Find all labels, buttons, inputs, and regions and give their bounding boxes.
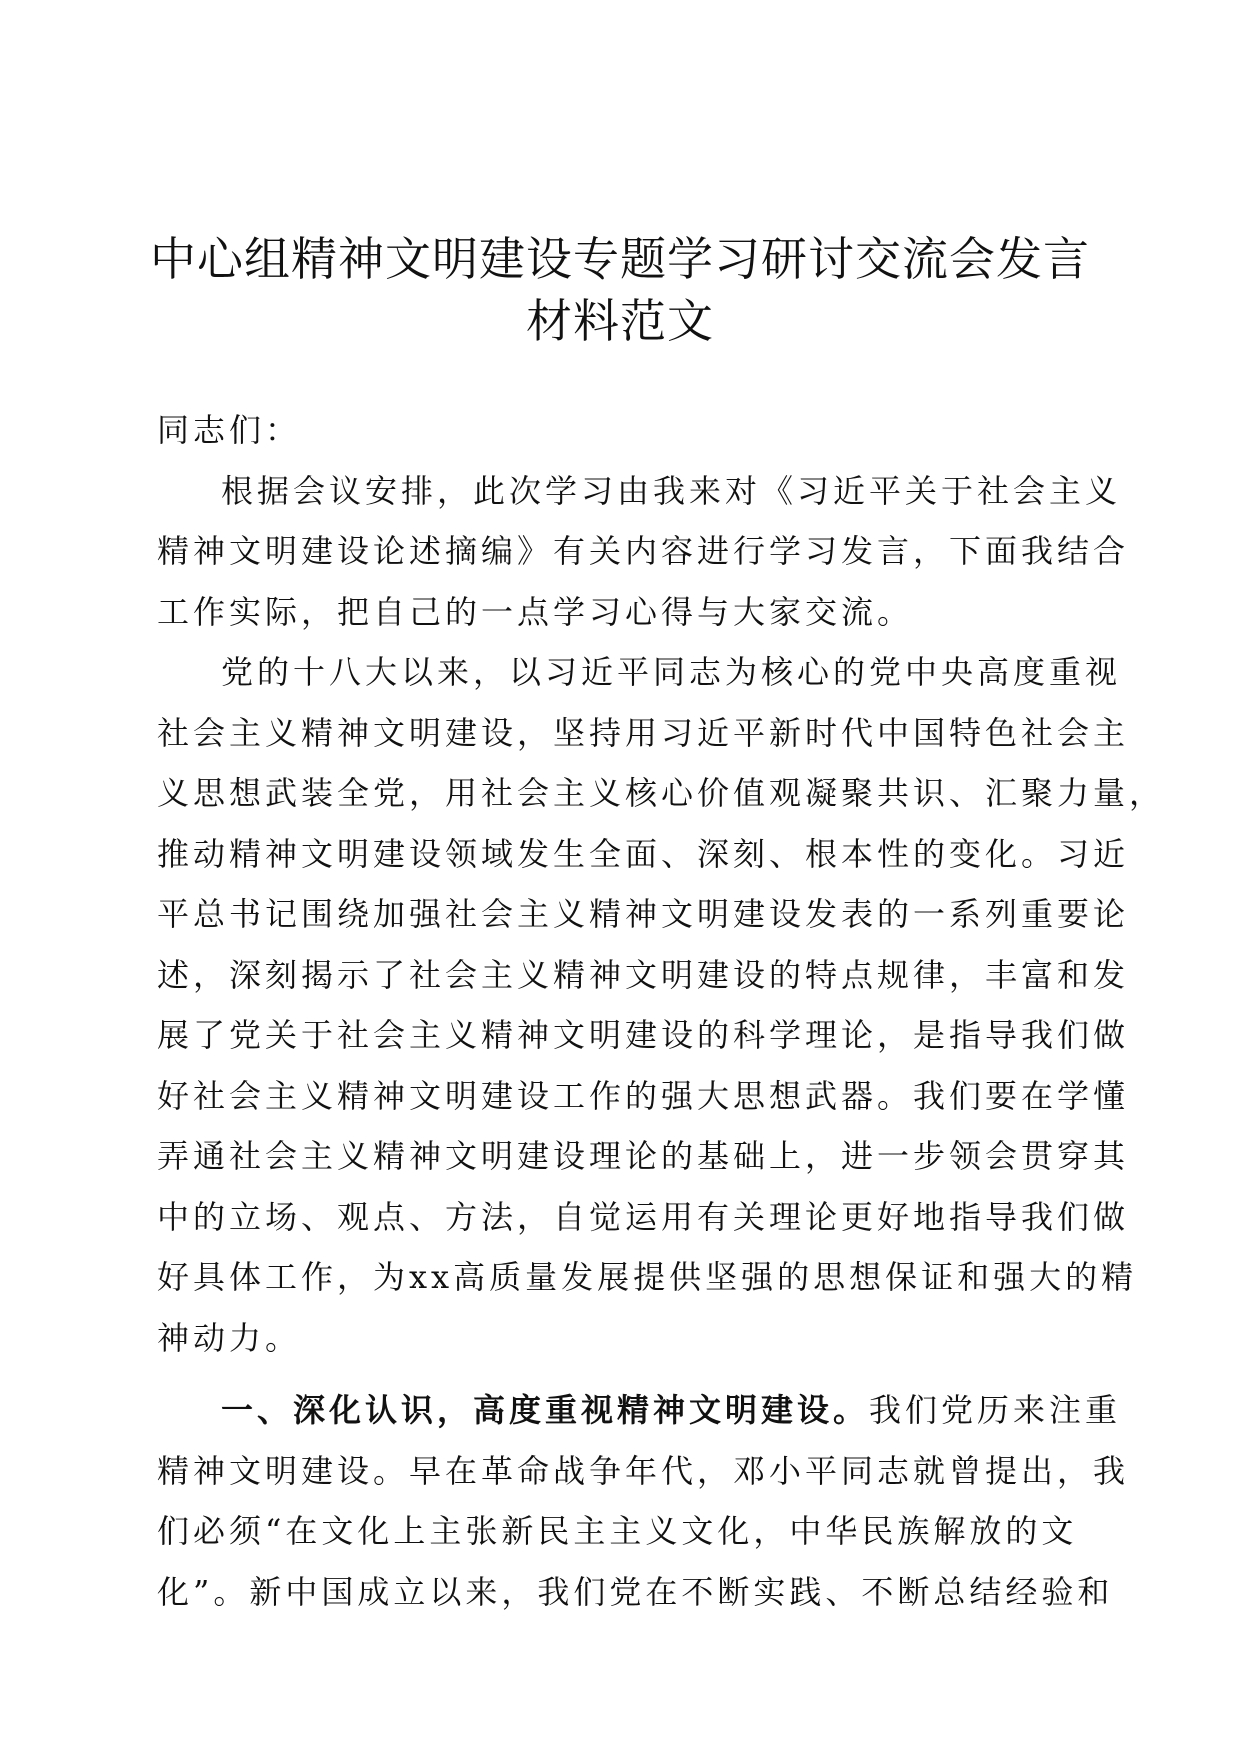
paragraph-line: 党的十八大以来，以习近平同志为核心的党中央高度重视 <box>221 653 1122 691</box>
paragraph-line: 化”。新中国成立以来，我们党在不断实践、不断总结经验和 <box>157 1572 1114 1611</box>
document-title <box>130 228 1110 352</box>
paragraph-line: 述，深刻揭示了社会主义精神文明建设的特点规律，丰富和发 <box>157 955 1130 994</box>
paragraph-background <box>157 642 1166 1368</box>
paragraph-line: 根据会议安排，此次学习由我来对《习近平关于社会主义 <box>221 471 1122 510</box>
paragraph-line: 社会主义精神文明建设，坚持用习近平新时代中国特色社会主 <box>157 713 1130 752</box>
greeting: 同志们： <box>157 411 302 449</box>
paragraph-line: 好社会主义精神文明建设工作的强大思想武器。我们要在学懂 <box>157 1076 1130 1115</box>
paragraph-line: 弄通社会主义精神文明建设理论的基础上，进一步领会贯穿其 <box>157 1137 1130 1175</box>
paragraph-line: 推动精神文明建设领域发生全面、深刻、根本性的变化。习近 <box>157 834 1130 873</box>
paragraph-intro <box>157 461 1130 643</box>
document-body <box>157 400 1166 1622</box>
paragraph-section-one <box>157 1380 1130 1622</box>
paragraph-line <box>157 1380 1122 1441</box>
paragraph-line: 平总书记围绕加强社会主义精神文明建设发表的一系列重要论 <box>157 895 1130 933</box>
paragraph-line: 展了党关于社会主义精神文明建设的科学理论，是指导我们做 <box>157 1016 1130 1054</box>
paragraph-line: 精神文明建设。早在革命战争年代，邓小平同志就曾提出，我 <box>157 1451 1130 1490</box>
paragraph-line: 义思想武装全党，用社会主义核心价值观凝聚共识、汇聚力量， <box>157 774 1166 812</box>
section-heading-rest: 我们党历来注重 <box>869 1391 1122 1429</box>
paragraph-line: 好具体工作，为xx高质量发展提供坚强的思想保证和强大的精 <box>157 1258 1138 1296</box>
paragraph-line: 工作实际，把自己的一点学习心得与大家交流。 <box>157 592 914 631</box>
section-heading: 一、深化认识，高度重视精神文明建设。 <box>221 1391 870 1429</box>
title-line-1: 中心组精神文明建设专题学习研讨交流会发言 <box>150 232 1090 286</box>
paragraph-line: 精神文明建设论述摘编》有关内容进行学习发言，下面我结合 <box>157 532 1130 570</box>
paragraph-line: 神动力。 <box>157 1318 302 1357</box>
title-line-2: 材料范文 <box>526 294 714 348</box>
paragraph-line: 们必须“在文化上主张新民主主义文化，中华民族解放的文 <box>157 1512 1078 1550</box>
paragraph-line: 中的立场、观点、方法，自觉运用有关理论更好地指导我们做 <box>157 1197 1130 1236</box>
